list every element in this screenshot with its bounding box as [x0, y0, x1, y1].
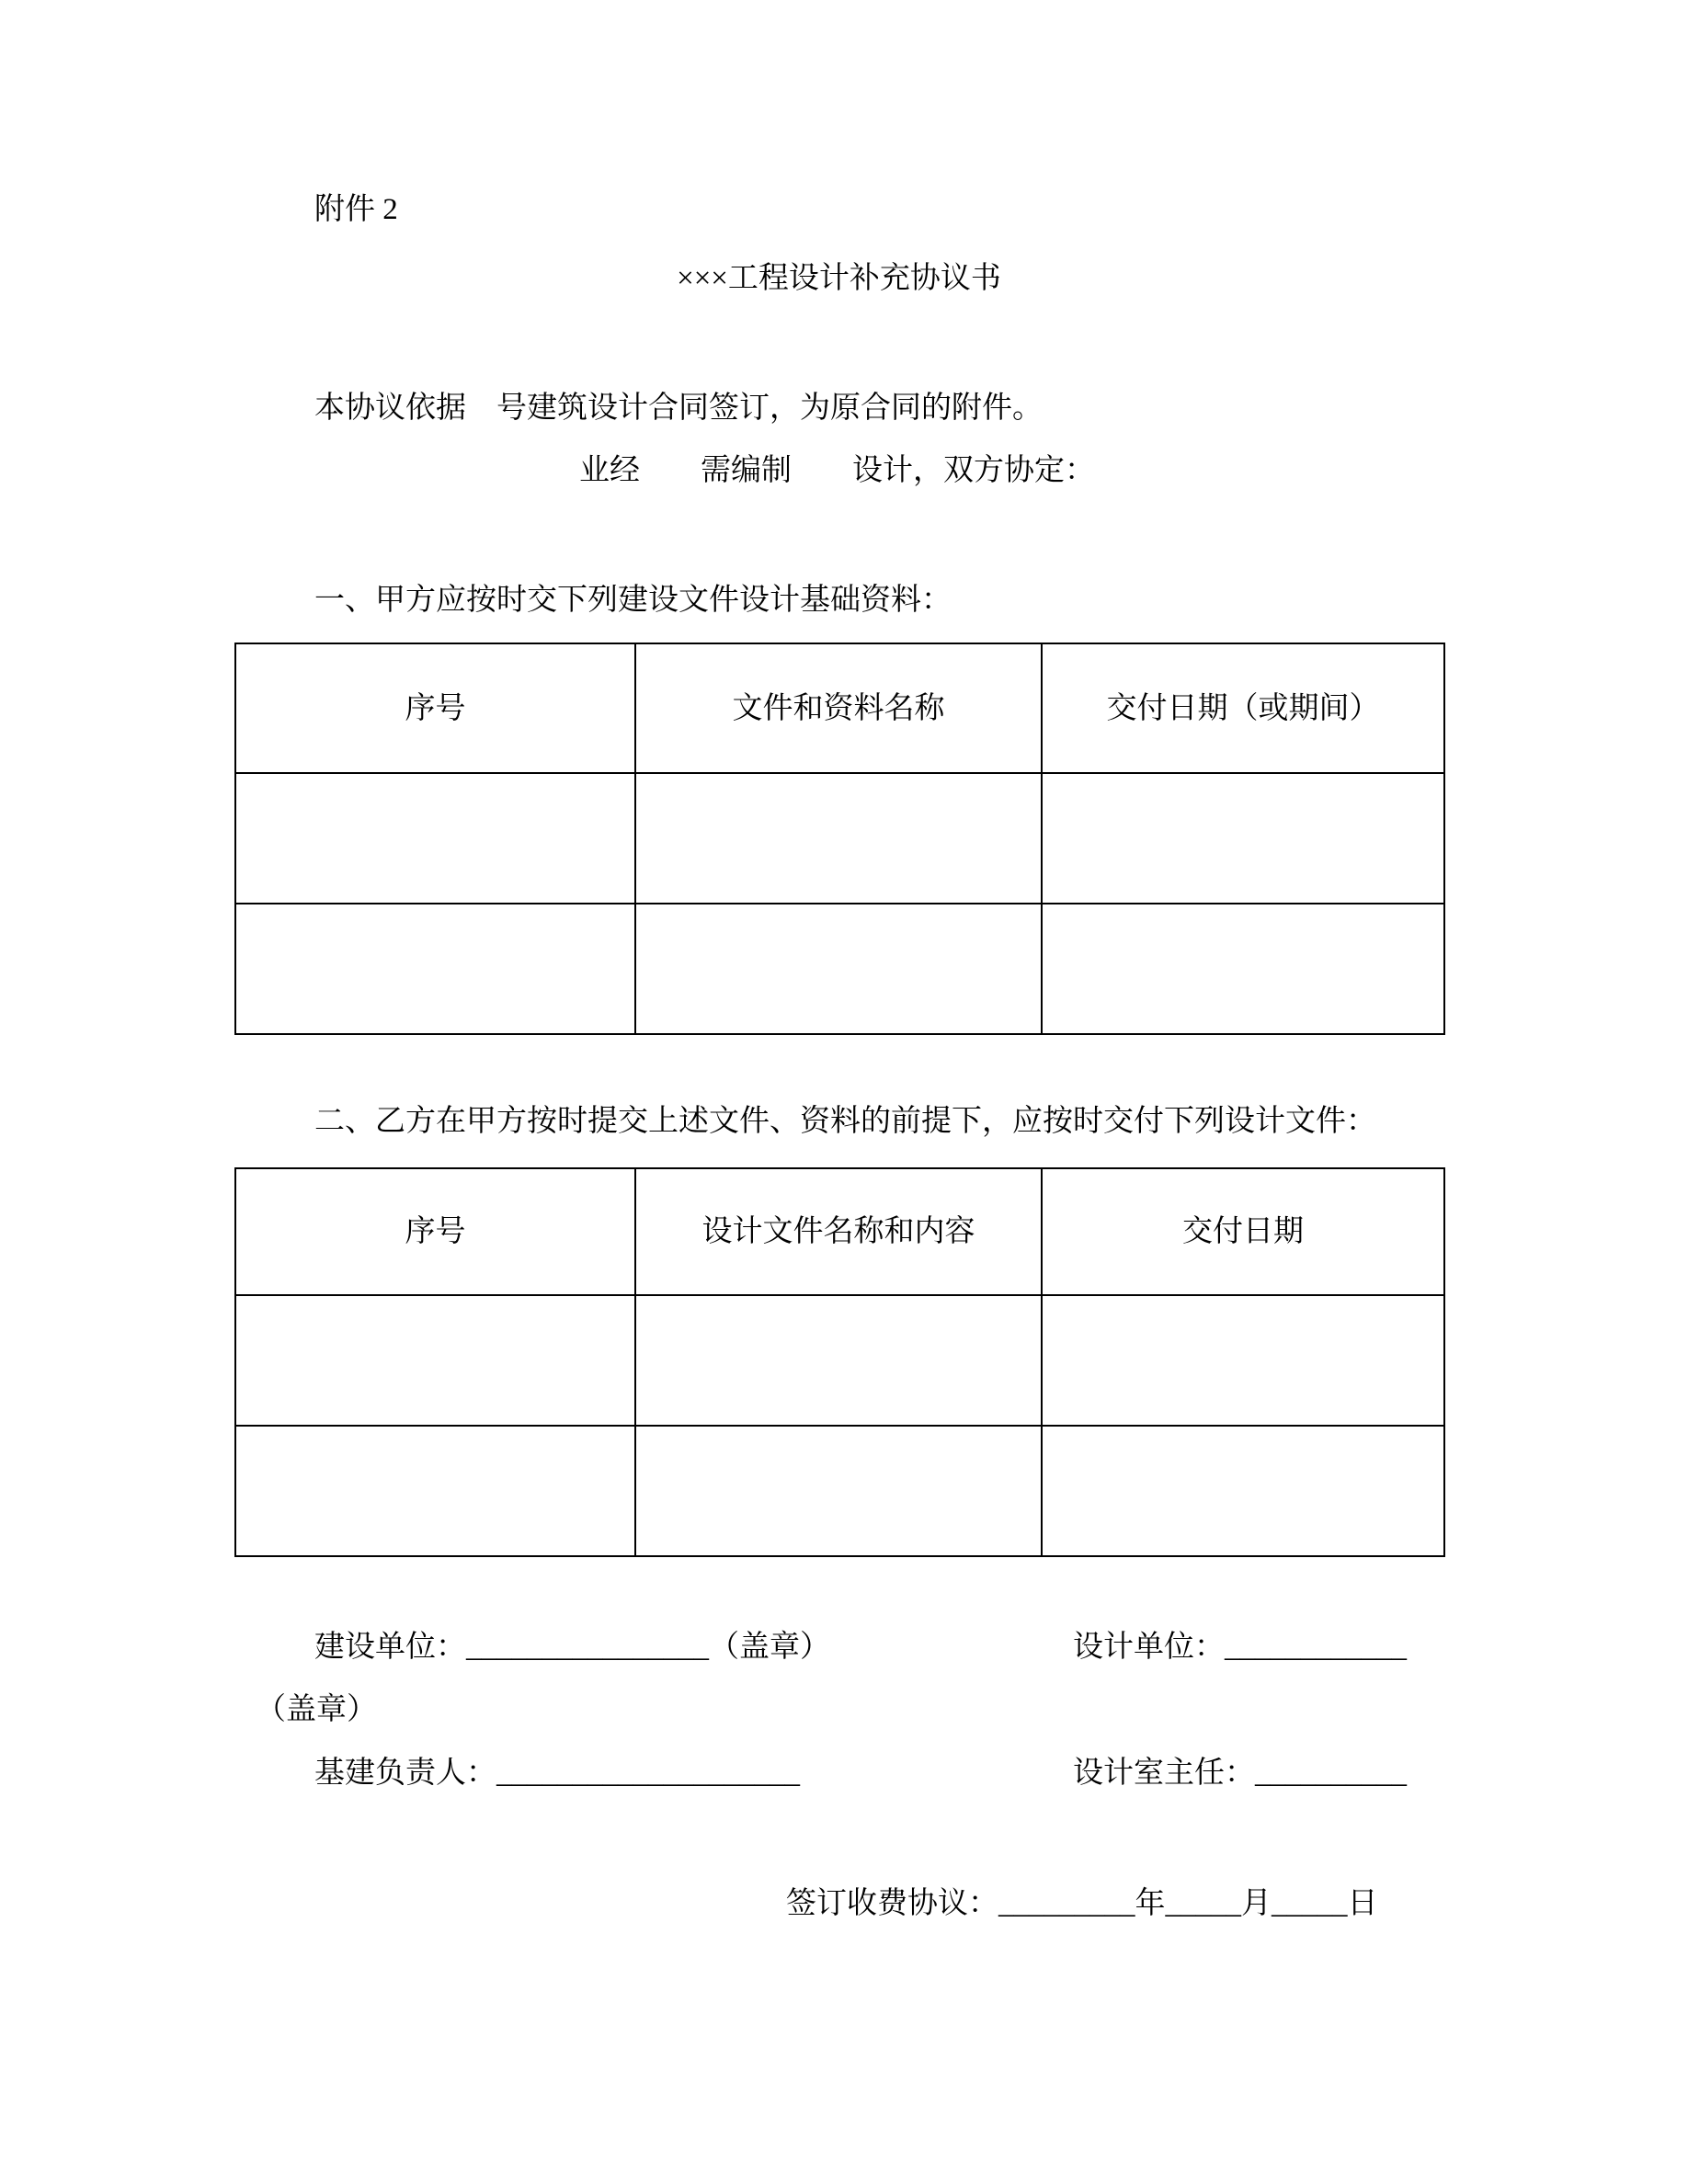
empty-cell [635, 773, 1042, 904]
column-header-delivery-date: 交付日期 [1042, 1168, 1444, 1295]
empty-cell [1042, 1426, 1444, 1556]
table-header-row [235, 1168, 1444, 1295]
empty-cell [235, 1426, 635, 1556]
design-office-director-line: 设计室主任：__________ [1073, 1757, 1407, 1790]
table-row [235, 773, 1444, 904]
empty-cell [1042, 773, 1444, 904]
design-unit-line: 设计单位：____________ [1073, 1631, 1407, 1664]
empty-cell [1042, 904, 1444, 1034]
column-header-serial-number: 序号 [235, 643, 635, 773]
table-header-row [235, 643, 1444, 773]
column-header-document-name: 文件和资料名称 [635, 643, 1042, 773]
document-content [0, 187, 1688, 1927]
table-row [235, 1295, 1444, 1426]
attachment-label: 附件 2 [314, 193, 398, 226]
fee-agreement-date-line: 签订收费协议：_________年_____月_____日 [786, 1887, 1378, 1920]
table-row [235, 1426, 1444, 1556]
empty-cell [1042, 1295, 1444, 1426]
empty-cell [235, 1295, 635, 1426]
basic-materials-table [234, 643, 1445, 1035]
signature-row-units [314, 1624, 1443, 1670]
empty-cell [235, 904, 635, 1034]
intro-paragraph: 本协议依据 号建筑设计合同签订，为原合同的附件。 [314, 392, 1043, 425]
section2-heading: 二、乙方在甲方按时提交上述文件、资料的前提下，应按时交付下列设计文件： [314, 1105, 1376, 1138]
seal-wrap-line: （盖章） [256, 1693, 377, 1726]
column-header-delivery-date: 交付日期（或期间） [1042, 643, 1444, 773]
empty-cell [635, 1295, 1042, 1426]
construction-lead-line: 基建负责人：____________________ [314, 1757, 800, 1790]
empty-cell [235, 773, 635, 904]
column-header-serial-number: 序号 [235, 1168, 635, 1295]
document-title: ×××工程设计补充协议书 [677, 262, 1001, 295]
signature-row-persons [314, 1750, 1443, 1796]
empty-cell [635, 1426, 1042, 1556]
intro-paragraph-continued: 业经 需编制 设计，双方协定： [579, 454, 1095, 487]
column-header-design-document-name: 设计文件名称和内容 [635, 1168, 1042, 1295]
table-row [235, 904, 1444, 1034]
section1-heading: 一、甲方应按时交下列建设文件设计基础资料： [314, 584, 952, 617]
design-documents-table [234, 1167, 1445, 1557]
construction-unit-line: 建设单位：________________（盖章） [314, 1631, 830, 1664]
empty-cell [635, 904, 1042, 1034]
